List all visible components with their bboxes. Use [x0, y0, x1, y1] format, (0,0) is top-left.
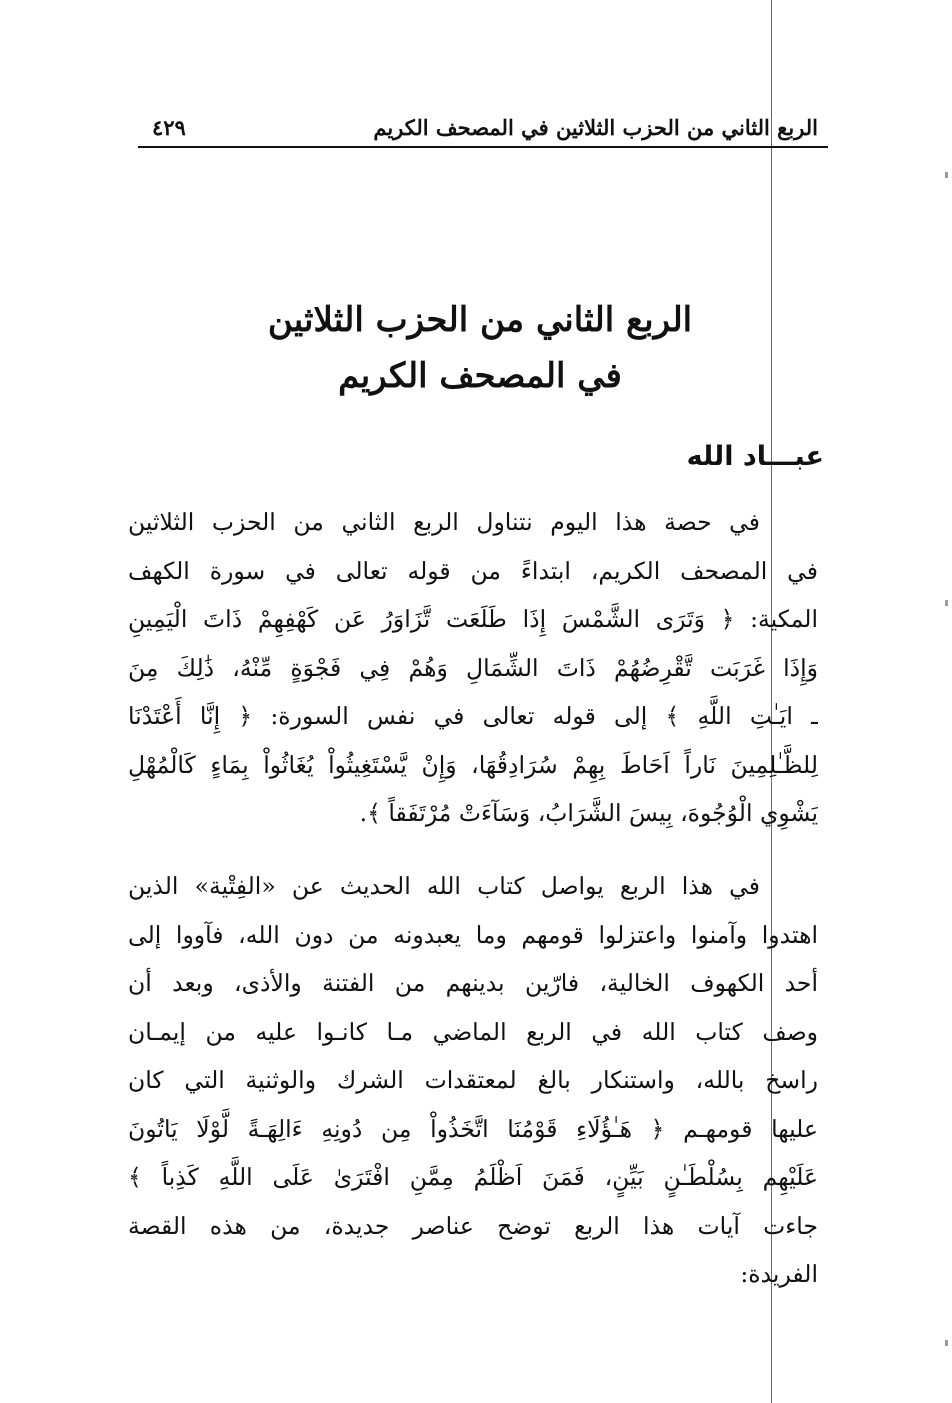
paragraph-line: راسخ بالله، واستنكار بالغ لمعتقدات الشرك والوثنية التي كان	[128, 1066, 818, 1094]
paragraph-line: عليها قومهـم ﴿ هَـٰؤُلَاءِ قَوْمُنَا اتَّخَذُواْ مِن دُونِهِ ءَالِهَـةً لَّوْلَا يَاتُونَ	[128, 1114, 818, 1143]
paragraph-line: ـ ايَـٰتِ اللَّهِ ﴾ إلى قوله تعالى في نفس السورة: ﴿ إِنَّا أَعْتَدْنَا	[128, 702, 818, 730]
running-header	[138, 108, 828, 148]
chapter-title-line-2: في المصحف الكريم	[338, 356, 622, 396]
chapter-title-line-1: الربع الثاني من الحزب الثلاثين	[267, 300, 693, 340]
paragraph-line: اهتدوا وآمنوا واعتزلوا قومهم وما يعبدونه من دون الله، فآووا إلى	[128, 920, 818, 949]
paragraph-line: في هذا الربع يواصل كتاب الله الحديث عن «الفِتْية» الذين	[128, 872, 760, 900]
paragraph-2	[128, 862, 818, 1299]
page-number: ٤٢٩	[152, 115, 186, 140]
paragraph-line: وصف كتاب الله في الربع الماضي مـا كانـوا عليه من إيمـان	[128, 1017, 818, 1046]
paragraph-line: يَشْوِي الْوُجُوهَ، بِيسَ الشَّرَابُ، وَسَآءَتْ مُرْتَفَقاً ﴾.	[359, 799, 818, 827]
scanner-artifact-mark	[945, 1340, 948, 1346]
section-heading: عبـــاد الله	[686, 441, 824, 472]
paragraph-line: لِلظَّـٰلِمِينَ نَاراً اَحَاطَ بِهِمْ سُرَادِقُهَا، وَإِنْ يَّسْتَغِيثُواْ يُغَاثُواْ بِمَاءٍ كَالْمُهْلِ	[128, 750, 818, 779]
paragraph-line: وَإِذَا غَرَبَت تَّقْرِضُهُمْ ذَاتَ الشِّمَالِ وَهُمْ فِي فَجْوَةٍ مِّنْهُ، ذَٰلِكَ مِنَ	[128, 653, 818, 682]
paragraph-line: في حصة هذا اليوم نتناول الربع الثاني من الحزب الثلاثين	[128, 508, 760, 536]
chapter-title	[200, 292, 760, 404]
paragraph-line: الفريدة:	[740, 1260, 818, 1288]
header-rule	[138, 146, 828, 148]
running-header-title: الربع الثاني من الحزب الثلاثين في المصحف الكريم	[373, 115, 818, 140]
scanner-artifact-mark	[945, 172, 948, 178]
paragraph-line: عَلَيْهِم بِسُلْطَـٰنٍ بَيِّنٍ، فَمَنَ اَظْلَمُ مِمَّنِ افْتَرَىٰ عَلَى اللَّهِ كَذِباً ﴾	[128, 1163, 818, 1191]
paragraph-line: جاءت آيات هذا الربع توضح عناصر جديدة، من هذه القصة	[128, 1211, 818, 1240]
scanner-artifact-mark	[945, 600, 948, 606]
paragraph-line: المكية: ﴿ وَتَرَى الشَّمْسَ إِذَا طَلَعَت تَّزَاوَرُ عَن كَهْفِهِمْ ذَاتَ الْيَمِينِ	[128, 605, 818, 633]
paragraph-1	[128, 498, 818, 838]
paragraph-line: أحد الكهوف الخالية، فارّين بدينهم من الفتنة والأذى، وبعد أن	[128, 969, 818, 997]
paragraph-line: في المصحف الكريم، ابتداءً من قوله تعالى في سورة الكهف	[128, 556, 818, 585]
